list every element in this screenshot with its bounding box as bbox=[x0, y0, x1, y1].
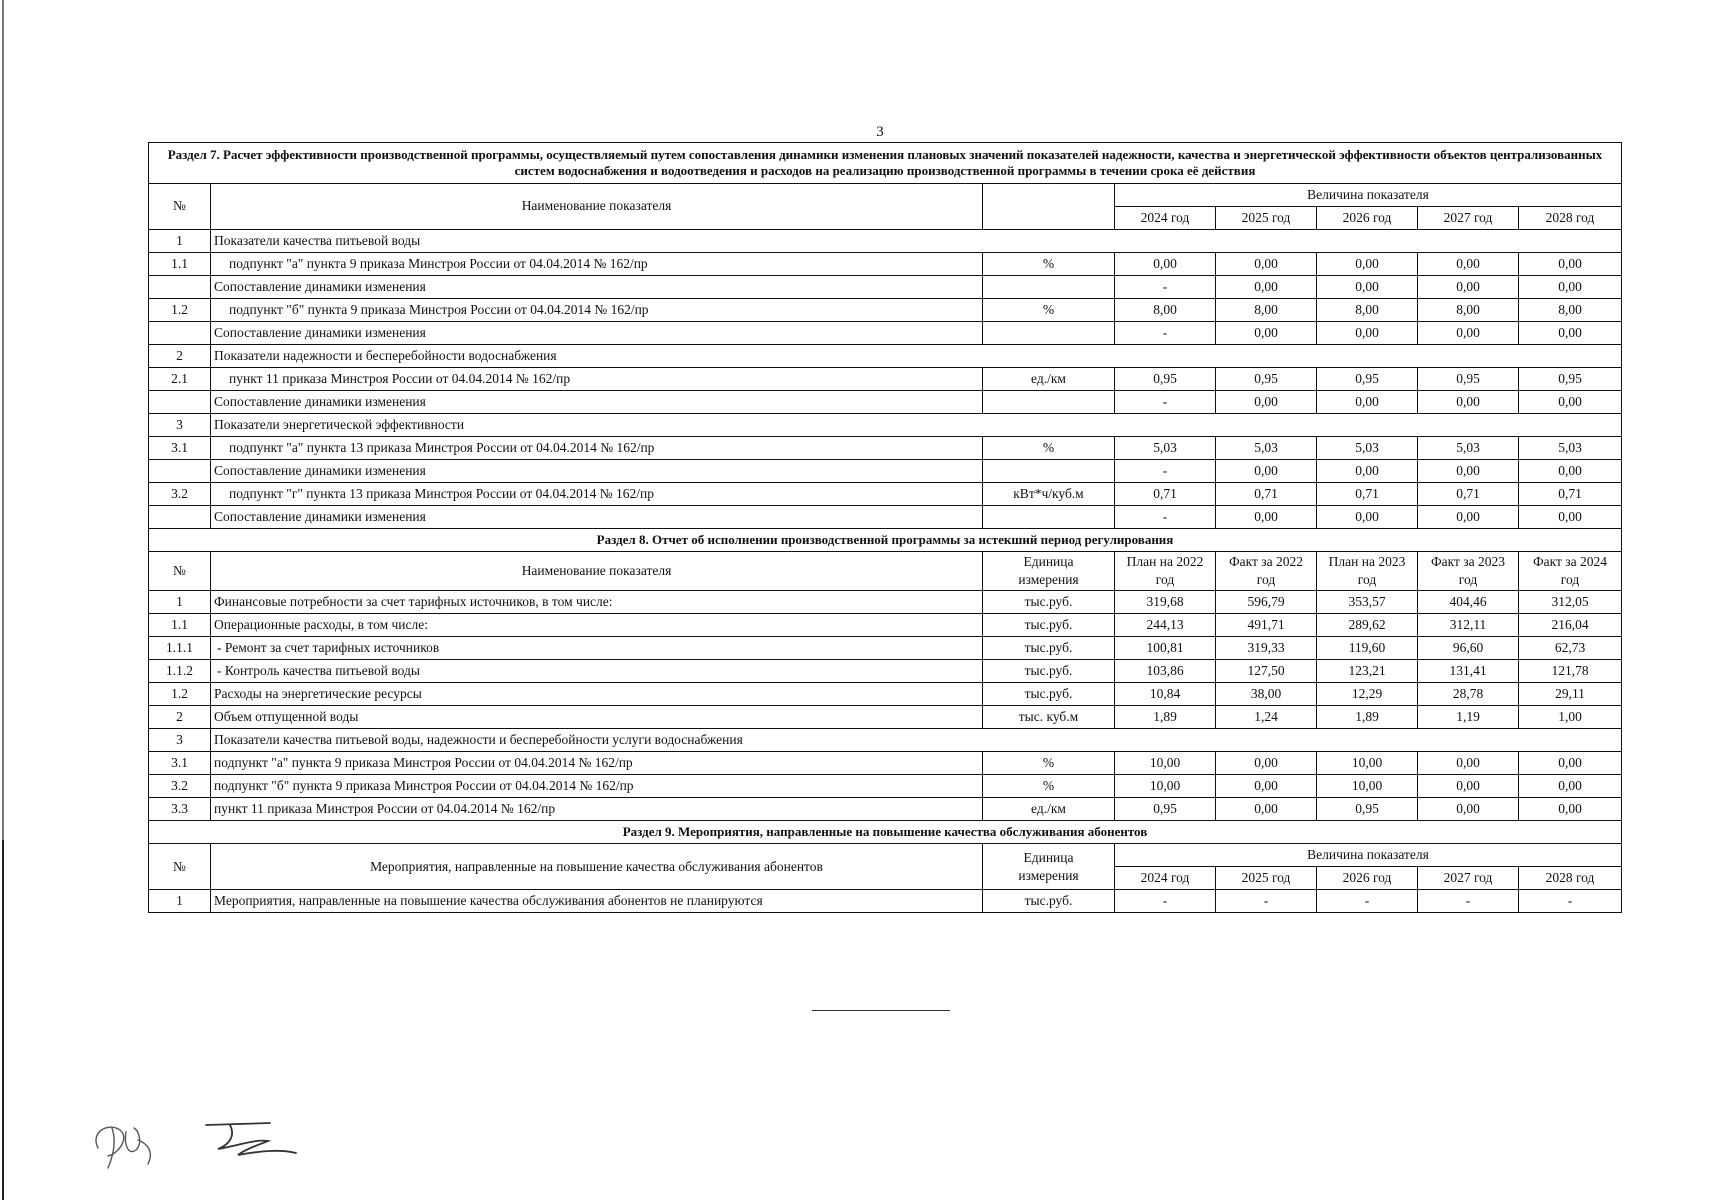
unit-header-line1: Единица bbox=[1023, 849, 1074, 865]
section9-num-header: № bbox=[149, 844, 211, 890]
value-cell: 0,00 bbox=[1418, 798, 1519, 821]
unit-cell: ед./км bbox=[983, 368, 1115, 391]
value-cell: 1,19 bbox=[1418, 706, 1519, 729]
value-cell: 0,71 bbox=[1317, 483, 1418, 506]
unit-cell: тыс.руб. bbox=[983, 660, 1115, 683]
section9-body bbox=[149, 821, 1622, 913]
value-cell: 5,03 bbox=[1115, 437, 1216, 460]
unit-cell bbox=[983, 391, 1115, 414]
value-cell: 0,71 bbox=[1115, 483, 1216, 506]
value-cell: 62,73 bbox=[1519, 637, 1622, 660]
value-cell: 28,78 bbox=[1418, 683, 1519, 706]
value-cell: 0,00 bbox=[1519, 775, 1622, 798]
value-cell: 0,71 bbox=[1216, 483, 1317, 506]
value-cell: 0,95 bbox=[1418, 368, 1519, 391]
section7-body bbox=[149, 143, 1622, 529]
indicator-name: Сопоставление динамики изменения bbox=[211, 391, 983, 414]
value-cell: 5,03 bbox=[1317, 437, 1418, 460]
row-number: 1.1 bbox=[149, 253, 211, 276]
unit-header-line2: измерения bbox=[1018, 572, 1079, 588]
indicator-name: Мероприятия, направленные на повышение качества обслуживания абонентов не планируются bbox=[211, 890, 983, 913]
row-number: 2 bbox=[149, 345, 211, 368]
indicator-name: подпункт "а" пункта 13 приказа Минстроя России от 04.04.2014 № 162/пр bbox=[211, 437, 983, 460]
row-number: 1 bbox=[149, 591, 211, 614]
unit-cell: % bbox=[983, 253, 1115, 276]
value-cell: 131,41 bbox=[1418, 660, 1519, 683]
value-cell: 1,89 bbox=[1317, 706, 1418, 729]
group-name: Показатели качества питьевой воды bbox=[211, 230, 1622, 253]
indicator-name: подпункт "б" пункта 9 приказа Минстроя России от 04.04.2014 № 162/пр bbox=[211, 775, 983, 798]
value-cell: 0,00 bbox=[1115, 253, 1216, 276]
indicator-name: подпункт "а" пункта 9 приказа Минстроя России от 04.04.2014 № 162/пр bbox=[211, 752, 983, 775]
value-cell: 0,00 bbox=[1519, 391, 1622, 414]
value-cell: 10,00 bbox=[1317, 775, 1418, 798]
value-cell: - bbox=[1115, 391, 1216, 414]
row-number bbox=[149, 322, 211, 345]
value-cell: 0,00 bbox=[1418, 506, 1519, 529]
row-number bbox=[149, 460, 211, 483]
table-row bbox=[149, 637, 1622, 660]
value-cell: 404,46 bbox=[1418, 591, 1519, 614]
row-number: 2 bbox=[149, 706, 211, 729]
value-cell: 0,00 bbox=[1519, 752, 1622, 775]
value-cell: 0,00 bbox=[1519, 253, 1622, 276]
value-cell: 0,00 bbox=[1418, 253, 1519, 276]
value-cell: - bbox=[1115, 276, 1216, 299]
section9-year-header: 2028 год bbox=[1519, 867, 1622, 890]
row-number: 1.2 bbox=[149, 683, 211, 706]
value-cell: 289,62 bbox=[1317, 614, 1418, 637]
group-name: Показатели надежности и бесперебойности водоснабжения bbox=[211, 345, 1622, 368]
value-cell: 0,00 bbox=[1216, 798, 1317, 821]
value-cell: 119,60 bbox=[1317, 637, 1418, 660]
value-cell: - bbox=[1115, 506, 1216, 529]
row-number bbox=[149, 506, 211, 529]
indicator-name: подпункт "г" пункта 13 приказа Минстроя России от 04.04.2014 № 162/пр bbox=[211, 483, 983, 506]
value-cell: 491,71 bbox=[1216, 614, 1317, 637]
col-header-line2: год bbox=[1357, 572, 1377, 588]
value-cell: 0,00 bbox=[1216, 253, 1317, 276]
value-cell: 0,95 bbox=[1115, 368, 1216, 391]
value-cell: 12,29 bbox=[1317, 683, 1418, 706]
value-cell: 353,57 bbox=[1317, 591, 1418, 614]
indicator-name: Сопоставление динамики изменения bbox=[211, 322, 983, 345]
section8-body bbox=[149, 529, 1622, 821]
col-header-line1: Факт за 2022 bbox=[1228, 554, 1303, 569]
section9-name-header: Мероприятия, направленные на повышение качества обслуживания абонентов bbox=[211, 844, 983, 890]
table-row bbox=[149, 614, 1622, 637]
row-number: 3 bbox=[149, 414, 211, 437]
unit-cell: тыс.руб. bbox=[983, 890, 1115, 913]
value-cell: - bbox=[1418, 890, 1519, 913]
value-cell: 319,33 bbox=[1216, 637, 1317, 660]
indicator-name: Операционные расходы, в том числе: bbox=[211, 614, 983, 637]
value-cell: 0,00 bbox=[1317, 506, 1418, 529]
unit-cell bbox=[983, 276, 1115, 299]
value-cell: 0,00 bbox=[1216, 322, 1317, 345]
unit-cell: % bbox=[983, 437, 1115, 460]
row-number: 1.2 bbox=[149, 299, 211, 322]
value-cell: 5,03 bbox=[1216, 437, 1317, 460]
value-cell: - bbox=[1115, 890, 1216, 913]
value-cell: 216,04 bbox=[1519, 614, 1622, 637]
unit-cell: тыс.руб. bbox=[983, 591, 1115, 614]
group-row bbox=[149, 230, 1622, 253]
section8-col-header bbox=[1418, 552, 1519, 591]
value-cell: 38,00 bbox=[1216, 683, 1317, 706]
section8-title: Раздел 8. Отчет об исполнении производственной программы за истекший период регулирования bbox=[149, 529, 1622, 552]
value-cell: 0,95 bbox=[1317, 798, 1418, 821]
unit-cell: тыс.руб. bbox=[983, 683, 1115, 706]
value-cell: 0,00 bbox=[1519, 276, 1622, 299]
section7-year-header: 2024 год bbox=[1115, 207, 1216, 230]
row-number bbox=[149, 276, 211, 299]
group-name: Показатели качества питьевой воды, надежности и бесперебойности услуги водоснабжения bbox=[211, 729, 1622, 752]
handwritten-signature bbox=[78, 1110, 168, 1180]
value-cell: 0,00 bbox=[1216, 775, 1317, 798]
report-table bbox=[148, 142, 1622, 913]
table-row bbox=[149, 368, 1622, 391]
value-cell: 8,00 bbox=[1519, 299, 1622, 322]
value-cell: 10,00 bbox=[1115, 752, 1216, 775]
row-number: 1.1.2 bbox=[149, 660, 211, 683]
table-row bbox=[149, 798, 1622, 821]
value-cell: 1,24 bbox=[1216, 706, 1317, 729]
value-cell: 0,95 bbox=[1115, 798, 1216, 821]
value-cell: 0,71 bbox=[1519, 483, 1622, 506]
unit-cell bbox=[983, 506, 1115, 529]
value-cell: 10,84 bbox=[1115, 683, 1216, 706]
value-cell: 0,95 bbox=[1216, 368, 1317, 391]
table-row bbox=[149, 299, 1622, 322]
section7-year-header: 2025 год bbox=[1216, 207, 1317, 230]
value-cell: 312,11 bbox=[1418, 614, 1519, 637]
indicator-name: подпункт "б" пункта 9 приказа Минстроя России от 04.04.2014 № 162/пр bbox=[211, 299, 983, 322]
value-cell: 0,00 bbox=[1317, 460, 1418, 483]
col-header-line2: год bbox=[1256, 572, 1276, 588]
section9-year-header: 2026 год bbox=[1317, 867, 1418, 890]
value-cell: - bbox=[1115, 460, 1216, 483]
value-cell: 0,00 bbox=[1216, 391, 1317, 414]
unit-cell: % bbox=[983, 775, 1115, 798]
section7-name-header: Наименование показателя bbox=[211, 184, 983, 230]
section9-year-header: 2024 год bbox=[1115, 867, 1216, 890]
section7-year-header: 2027 год bbox=[1418, 207, 1519, 230]
row-number: 3.2 bbox=[149, 483, 211, 506]
section7-unit-header bbox=[983, 184, 1115, 230]
unit-header-line2: измерения bbox=[1018, 867, 1079, 883]
unit-cell bbox=[983, 460, 1115, 483]
value-cell: 8,00 bbox=[1317, 299, 1418, 322]
col-header-line2: год bbox=[1155, 572, 1175, 588]
table-row bbox=[149, 391, 1622, 414]
col-header-line1: План на 2023 bbox=[1328, 554, 1406, 569]
section8-col-header bbox=[1317, 552, 1418, 591]
row-number: 1 bbox=[149, 230, 211, 253]
row-number: 3.3 bbox=[149, 798, 211, 821]
table-row bbox=[149, 253, 1622, 276]
value-cell: 8,00 bbox=[1418, 299, 1519, 322]
value-cell: 100,81 bbox=[1115, 637, 1216, 660]
indicator-name: - Контроль качества питьевой воды bbox=[211, 660, 983, 683]
value-cell: 10,00 bbox=[1317, 752, 1418, 775]
value-cell: 121,78 bbox=[1519, 660, 1622, 683]
row-number: 3.1 bbox=[149, 437, 211, 460]
value-cell: 0,00 bbox=[1418, 322, 1519, 345]
table-row bbox=[149, 752, 1622, 775]
section9-title: Раздел 9. Мероприятия, направленные на повышение качества обслуживания абонентов bbox=[149, 821, 1622, 844]
row-number: 1.1.1 bbox=[149, 637, 211, 660]
unit-cell bbox=[983, 322, 1115, 345]
indicator-name: подпункт "а" пункта 9 приказа Минстроя России от 04.04.2014 № 162/пр bbox=[211, 253, 983, 276]
value-cell: 0,00 bbox=[1317, 391, 1418, 414]
indicator-name: Сопоставление динамики изменения bbox=[211, 460, 983, 483]
unit-cell: тыс.руб. bbox=[983, 637, 1115, 660]
group-name: Показатели энергетической эффективности bbox=[211, 414, 1622, 437]
table-row bbox=[149, 460, 1622, 483]
table-row bbox=[149, 322, 1622, 345]
value-cell: 8,00 bbox=[1216, 299, 1317, 322]
table-row bbox=[149, 706, 1622, 729]
indicator-name: Финансовые потребности за счет тарифных источников, в том числе: bbox=[211, 591, 983, 614]
group-row bbox=[149, 414, 1622, 437]
col-header-line2: год bbox=[1458, 572, 1478, 588]
unit-cell: тыс.руб. bbox=[983, 614, 1115, 637]
indicator-name: - Ремонт за счет тарифных источников bbox=[211, 637, 983, 660]
section7-value-group-header: Величина показателя bbox=[1115, 184, 1622, 207]
value-cell: 5,03 bbox=[1519, 437, 1622, 460]
table-row bbox=[149, 775, 1622, 798]
value-cell: - bbox=[1216, 890, 1317, 913]
section9-unit-header bbox=[983, 844, 1115, 890]
value-cell: 0,95 bbox=[1519, 368, 1622, 391]
scan-edge bbox=[2, 0, 4, 1200]
row-number: 3.2 bbox=[149, 775, 211, 798]
unit-cell: % bbox=[983, 299, 1115, 322]
section8-unit-header bbox=[983, 552, 1115, 591]
value-cell: 0,00 bbox=[1519, 798, 1622, 821]
value-cell: 8,00 bbox=[1115, 299, 1216, 322]
page-number: 3 bbox=[876, 124, 884, 140]
value-cell: 127,50 bbox=[1216, 660, 1317, 683]
value-cell: - bbox=[1115, 322, 1216, 345]
value-cell: 0,95 bbox=[1317, 368, 1418, 391]
section7-year-header: 2028 год bbox=[1519, 207, 1622, 230]
value-cell: 0,00 bbox=[1216, 506, 1317, 529]
value-cell: 123,21 bbox=[1317, 660, 1418, 683]
row-number bbox=[149, 391, 211, 414]
col-header-line1: Факт за 2024 bbox=[1532, 554, 1607, 569]
section9-value-group-header: Величина показателя bbox=[1115, 844, 1622, 867]
section8-col-header bbox=[1115, 552, 1216, 591]
value-cell: 0,00 bbox=[1317, 276, 1418, 299]
value-cell: 1,00 bbox=[1519, 706, 1622, 729]
section9-year-header: 2027 год bbox=[1418, 867, 1519, 890]
value-cell: 0,00 bbox=[1418, 752, 1519, 775]
table-row bbox=[149, 683, 1622, 706]
table-row bbox=[149, 276, 1622, 299]
value-cell: 0,71 bbox=[1418, 483, 1519, 506]
value-cell: 0,00 bbox=[1418, 460, 1519, 483]
col-header-line1: Факт за 2023 bbox=[1430, 554, 1505, 569]
value-cell: 0,00 bbox=[1216, 752, 1317, 775]
section8-col-header bbox=[1216, 552, 1317, 591]
value-cell: 10,00 bbox=[1115, 775, 1216, 798]
group-row bbox=[149, 729, 1622, 752]
value-cell: 29,11 bbox=[1519, 683, 1622, 706]
value-cell: 1,89 bbox=[1115, 706, 1216, 729]
value-cell: 5,03 bbox=[1418, 437, 1519, 460]
section7-year-header: 2026 год bbox=[1317, 207, 1418, 230]
value-cell: 0,00 bbox=[1519, 460, 1622, 483]
col-header-line1: План на 2022 bbox=[1126, 554, 1204, 569]
value-cell: 0,00 bbox=[1418, 391, 1519, 414]
table-row bbox=[149, 660, 1622, 683]
unit-cell: тыс. куб.м bbox=[983, 706, 1115, 729]
table-row bbox=[149, 437, 1622, 460]
handwritten-initials bbox=[200, 1115, 310, 1165]
value-cell: 0,00 bbox=[1216, 460, 1317, 483]
unit-cell: кВт*ч/куб.м bbox=[983, 483, 1115, 506]
section9-year-header: 2025 год bbox=[1216, 867, 1317, 890]
value-cell: - bbox=[1519, 890, 1622, 913]
row-number: 3.1 bbox=[149, 752, 211, 775]
row-number: 1 bbox=[149, 890, 211, 913]
value-cell: 0,00 bbox=[1216, 276, 1317, 299]
section7-num-header: № bbox=[149, 184, 211, 230]
value-cell: 0,00 bbox=[1519, 322, 1622, 345]
indicator-name: Расходы на энергетические ресурсы bbox=[211, 683, 983, 706]
indicator-name: Сопоставление динамики изменения bbox=[211, 276, 983, 299]
section8-col-header bbox=[1519, 552, 1622, 591]
footnote-separator bbox=[812, 1010, 950, 1011]
value-cell: 0,00 bbox=[1317, 322, 1418, 345]
row-number: 3 bbox=[149, 729, 211, 752]
value-cell: 96,60 bbox=[1418, 637, 1519, 660]
value-cell: 319,68 bbox=[1115, 591, 1216, 614]
indicator-name: Сопоставление динамики изменения bbox=[211, 506, 983, 529]
section8-num-header: № bbox=[149, 552, 211, 591]
indicator-name: пункт 11 приказа Минстроя России от 04.04.2014 № 162/пр bbox=[211, 368, 983, 391]
value-cell: 244,13 bbox=[1115, 614, 1216, 637]
section7-title: Раздел 7. Расчет эффективности производственной программы, осуществляемый путем сопоставления динамики изменения плановых значений показателей надежности, качества и энергетической эффективности объектов централизованных систем водоснабжения и водоотведения и расходов на реализацию производственной программы в течении срока её действия bbox=[149, 143, 1622, 184]
unit-cell: % bbox=[983, 752, 1115, 775]
table-row bbox=[149, 591, 1622, 614]
value-cell: 0,00 bbox=[1519, 506, 1622, 529]
group-row bbox=[149, 345, 1622, 368]
unit-cell: ед./км bbox=[983, 798, 1115, 821]
table-row bbox=[149, 506, 1622, 529]
indicator-name: Объем отпущенной воды bbox=[211, 706, 983, 729]
col-header-line2: год bbox=[1560, 572, 1580, 588]
unit-header-line1: Единица bbox=[1023, 554, 1074, 569]
table-row bbox=[149, 890, 1622, 913]
indicator-name: пункт 11 приказа Минстроя России от 04.04.2014 № 162/пр bbox=[211, 798, 983, 821]
section8-name-header: Наименование показателя bbox=[211, 552, 983, 591]
value-cell: 312,05 bbox=[1519, 591, 1622, 614]
value-cell: 0,00 bbox=[1418, 276, 1519, 299]
value-cell: - bbox=[1317, 890, 1418, 913]
value-cell: 596,79 bbox=[1216, 591, 1317, 614]
value-cell: 0,00 bbox=[1317, 253, 1418, 276]
row-number: 2.1 bbox=[149, 368, 211, 391]
table-row bbox=[149, 483, 1622, 506]
row-number: 1.1 bbox=[149, 614, 211, 637]
value-cell: 0,00 bbox=[1418, 775, 1519, 798]
value-cell: 103,86 bbox=[1115, 660, 1216, 683]
